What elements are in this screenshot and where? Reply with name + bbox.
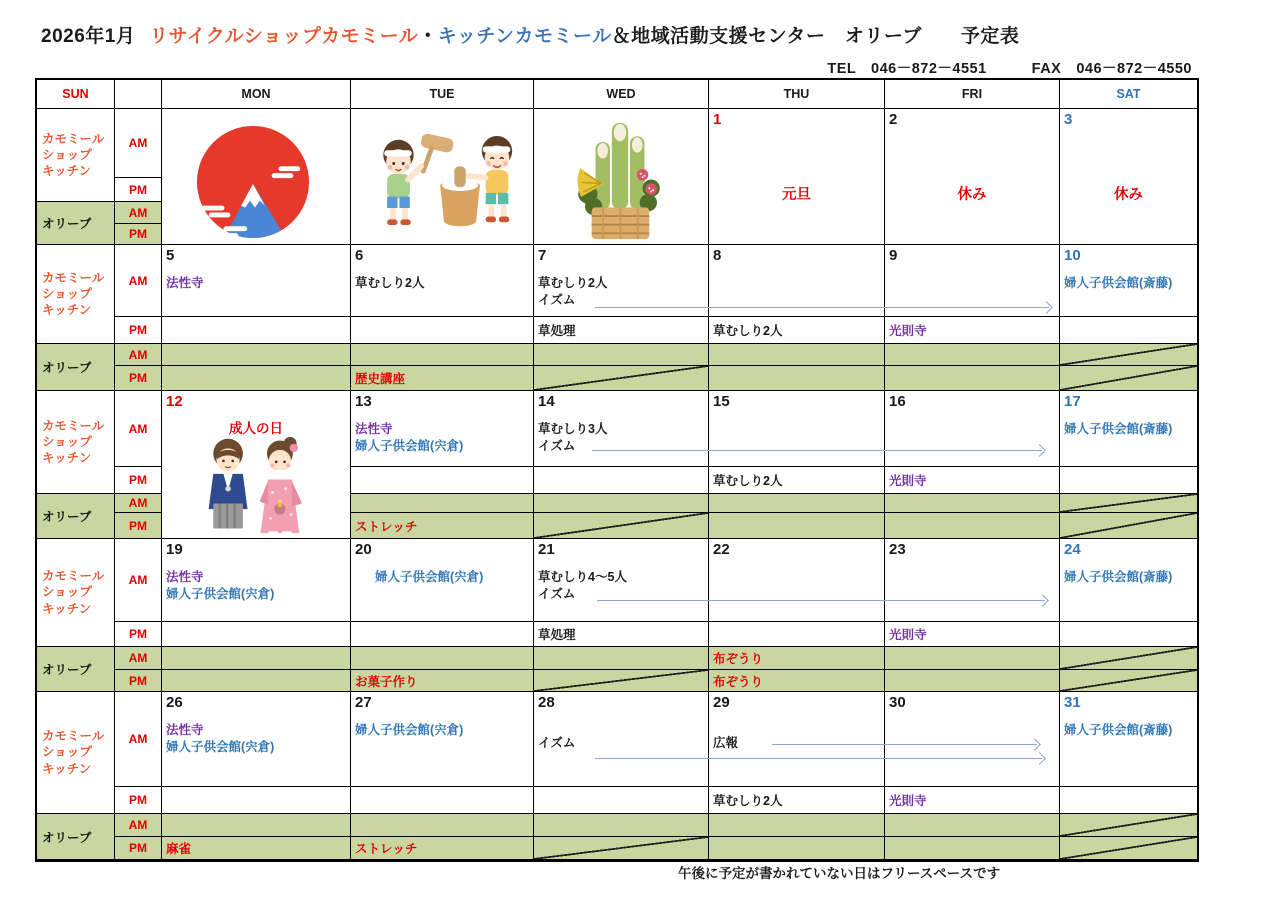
date-number: 20 — [355, 541, 372, 558]
week-row-4 — [37, 539, 1197, 692]
olive-section-label: オリーブ — [37, 647, 115, 692]
chamomile-pm-label: PM — [115, 178, 162, 202]
chamomile-section-label — [37, 109, 115, 202]
holiday-label: 休み — [1114, 187, 1143, 203]
olive-am-label: AM — [115, 494, 162, 513]
day-14-pm-cell — [534, 467, 709, 494]
day-9-olive-pm-cell — [885, 366, 1060, 391]
event-text: 草むしり2人 — [713, 794, 783, 808]
chamomile-label-line: ショップ — [42, 147, 92, 162]
day-19-olive-am-cell — [162, 647, 351, 670]
day-6-olive-pm-cell — [351, 366, 534, 391]
event-text: 広報 — [713, 735, 739, 750]
week-row-2 — [37, 245, 1197, 391]
chamomile-am-label: AM — [115, 391, 162, 467]
olive-section-label: オリーブ — [37, 494, 115, 539]
chamomile-pm-label: PM — [115, 622, 162, 647]
day-15-olive-am-cell — [709, 494, 885, 513]
chamomile-pm-label: PM — [115, 467, 162, 494]
day-16-olive-am-cell — [885, 494, 1060, 513]
day-cell-2 — [885, 109, 1060, 245]
date-number: 1 — [713, 111, 722, 128]
continuation-arrow — [595, 307, 1049, 308]
day-20-olive-pm-cell — [351, 670, 534, 692]
day-7-olive-pm-cell — [534, 366, 709, 391]
day-29-pm-cell — [709, 787, 885, 814]
day-31-am-cell — [1060, 692, 1197, 787]
event-text: 光則寺 — [889, 628, 927, 642]
day-8-pm-cell — [709, 317, 885, 344]
olive-am-label: AM — [115, 814, 162, 837]
day-cell-3 — [1060, 109, 1197, 245]
day-23-olive-am-cell — [885, 647, 1060, 670]
day-20-pm-cell — [351, 622, 534, 647]
day-header-fri: FRI — [885, 80, 1060, 109]
date-number: 22 — [713, 541, 730, 558]
day-header-thu: THU — [709, 80, 885, 109]
day-28-olive-pm-cell — [534, 837, 709, 860]
day-cell-12 — [162, 391, 351, 539]
event-text: 草処理 — [538, 324, 576, 338]
day-30-pm-cell — [885, 787, 1060, 814]
chamomile-label-line: ショップ — [42, 434, 92, 449]
event-text: 婦人子供会館(斎藤) — [1064, 421, 1173, 436]
olive-am-label: AM — [115, 202, 162, 224]
day-16-olive-pm-cell — [885, 513, 1060, 539]
event-text: 法性寺 — [166, 569, 204, 584]
day-24-olive-am-cell — [1060, 647, 1197, 670]
day-22-am-cell — [709, 539, 885, 622]
olive-event-text: ストレッチ — [355, 519, 418, 534]
chamomile-am-label: AM — [115, 245, 162, 317]
mochi-kids-illustration — [353, 125, 533, 242]
day-5-olive-am-cell — [162, 344, 351, 366]
event-text: 婦人子供会館(宍倉) — [355, 722, 464, 737]
am-events — [162, 275, 350, 292]
contact-tel-fax: TEL 046－872－4551 FAX 046－872－4550 — [827, 61, 1192, 77]
day-10-am-cell — [1060, 245, 1197, 317]
day-28-olive-am-cell — [534, 814, 709, 837]
chamomile-label-line: カモミール — [42, 569, 105, 584]
day-26-olive-am-cell — [162, 814, 351, 837]
day-22-pm-cell — [709, 622, 885, 647]
day-cell-mon — [162, 109, 351, 245]
olive-section-label: オリーブ — [37, 344, 115, 391]
event-text: 草むしり4～5人 — [538, 569, 627, 584]
title-month: 2026年1月 — [41, 26, 136, 47]
olive-section-label: オリーブ — [37, 202, 115, 245]
day-29-olive-am-cell — [709, 814, 885, 837]
day-15-am-cell — [709, 391, 885, 467]
am-events — [1060, 275, 1197, 292]
day-6-pm-cell — [351, 317, 534, 344]
day-19-am-cell — [162, 539, 351, 622]
day-5-olive-pm-cell — [162, 366, 351, 391]
olive-event-text: 布ぞうり — [713, 652, 764, 666]
olive-event-text: 歴史講座 — [355, 372, 406, 386]
title-shop-kitchen: キッチンカモミール — [437, 26, 612, 47]
event-text: イズム — [538, 292, 576, 307]
event-text: 光則寺 — [889, 474, 927, 488]
date-number: 3 — [1064, 111, 1073, 128]
event-text: 婦人子供会館(斎藤) — [1064, 722, 1173, 737]
continuation-arrow — [592, 450, 1042, 451]
day-23-am-cell — [885, 539, 1060, 622]
title-shop-recycle: リサイクルショップカモミール — [149, 26, 419, 47]
date-number: 31 — [1064, 694, 1081, 711]
title-rest: ＆地域活動支援センター オリーブ 予定表 — [611, 26, 1020, 47]
event-text: イズム — [538, 735, 576, 750]
chamomile-label-line: キッチン — [42, 601, 92, 616]
day-24-olive-pm-cell — [1060, 670, 1197, 692]
day-27-olive-am-cell — [351, 814, 534, 837]
holiday-label: 元旦 — [782, 187, 811, 203]
day-29-olive-pm-cell — [709, 837, 885, 860]
olive-event-text: お菓子作り — [355, 674, 418, 689]
day-13-olive-pm-cell — [351, 513, 534, 539]
day-19-olive-pm-cell — [162, 670, 351, 692]
continuation-arrow — [597, 600, 1045, 601]
day-13-pm-cell — [351, 467, 534, 494]
day-17-olive-am-cell — [1060, 494, 1197, 513]
calendar-header-row — [37, 80, 1197, 109]
day-21-olive-pm-cell — [534, 670, 709, 692]
chamomile-label-line: キッチン — [42, 164, 92, 179]
chamomile-section-label — [37, 245, 115, 344]
day-header-sat: SAT — [1060, 80, 1197, 109]
olive-pm-label: PM — [115, 513, 162, 539]
olive-pm-label: PM — [115, 837, 162, 860]
olive-pm-label: PM — [115, 366, 162, 391]
chamomile-label-line: キッチン — [42, 451, 92, 466]
date-number: 17 — [1064, 393, 1081, 410]
day-header-mon: MON — [162, 80, 351, 109]
day-7-olive-am-cell — [534, 344, 709, 366]
am-events — [534, 275, 708, 309]
day-31-olive-pm-cell — [1060, 837, 1197, 860]
day-26-olive-pm-cell — [162, 837, 351, 860]
olive-event-text: ストレッチ — [355, 842, 418, 856]
date-number: 8 — [713, 247, 722, 264]
day-10-pm-cell — [1060, 317, 1197, 344]
chamomile-section-label — [37, 539, 115, 647]
olive-am-label: AM — [115, 647, 162, 670]
date-number: 13 — [355, 393, 372, 410]
day-header-sun: SUN — [37, 80, 115, 109]
am-events — [1060, 569, 1197, 586]
day-23-pm-cell — [885, 622, 1060, 647]
date-number: 10 — [1064, 247, 1081, 264]
date-number: 6 — [355, 247, 364, 264]
day-24-am-cell — [1060, 539, 1197, 622]
day-14-olive-pm-cell — [534, 513, 709, 539]
day-9-pm-cell — [885, 317, 1060, 344]
day-10-olive-pm-cell — [1060, 366, 1197, 391]
sunrise-fuji-illustration — [194, 123, 312, 246]
continuation-arrow — [772, 744, 1037, 745]
continuation-arrow — [595, 758, 1042, 759]
olive-am-label: AM — [115, 344, 162, 366]
day-9-olive-am-cell — [885, 344, 1060, 366]
event-text: 草むしり2人 — [713, 474, 783, 488]
day-14-am-cell — [534, 391, 709, 467]
date-number: 28 — [538, 694, 555, 711]
date-number: 24 — [1064, 541, 1081, 558]
week-row-5 — [37, 692, 1197, 860]
date-number: 27 — [355, 694, 372, 711]
chamomile-pm-label: PM — [115, 317, 162, 344]
day-29-am-cell — [709, 692, 885, 787]
date-number: 30 — [889, 694, 906, 711]
day-6-olive-am-cell — [351, 344, 534, 366]
am-events — [351, 569, 533, 586]
day-27-am-cell — [351, 692, 534, 787]
day-17-am-cell — [1060, 391, 1197, 467]
chamomile-label-line: キッチン — [42, 761, 92, 776]
day-16-pm-cell — [885, 467, 1060, 494]
day-30-olive-am-cell — [885, 814, 1060, 837]
am-events — [1060, 722, 1197, 739]
day-13-am-cell — [351, 391, 534, 467]
date-number: 16 — [889, 393, 906, 410]
day-8-olive-am-cell — [709, 344, 885, 366]
date-number: 14 — [538, 393, 555, 410]
date-number: 12 — [166, 393, 183, 410]
day-header-wed: WED — [534, 80, 709, 109]
am-events — [534, 569, 708, 603]
chamomile-section-label — [37, 391, 115, 494]
event-text: イズム — [538, 586, 576, 601]
am-events — [351, 722, 533, 739]
chamomile-am-label: AM — [115, 109, 162, 178]
date-number: 26 — [166, 694, 183, 711]
week-row-1 — [37, 109, 1197, 245]
am-events — [162, 722, 350, 756]
date-number: 15 — [713, 393, 730, 410]
schedule-calendar — [35, 78, 1199, 862]
event-text: 法性寺 — [166, 722, 204, 737]
event-text: 婦人子供会館(宍倉) — [166, 586, 275, 601]
chamomile-label-line: カモミール — [42, 418, 105, 433]
date-number: 2 — [889, 111, 898, 128]
free-space-note: 午後に予定が書かれていない日はフリースペースです — [678, 866, 1001, 881]
day-28-pm-cell — [534, 787, 709, 814]
day-5-am-cell — [162, 245, 351, 317]
day-31-pm-cell — [1060, 787, 1197, 814]
chamomile-pm-label: PM — [115, 787, 162, 814]
day-cell-tue — [351, 109, 534, 245]
day-20-am-cell — [351, 539, 534, 622]
week-row-3 — [37, 391, 1197, 539]
day-21-olive-am-cell — [534, 647, 709, 670]
event-text: 草むしり2人 — [538, 275, 608, 290]
chamomile-label-line: ショップ — [42, 585, 92, 600]
day-31-olive-am-cell — [1060, 814, 1197, 837]
day-16-am-cell — [885, 391, 1060, 467]
event-text: 婦人子供会館(宍倉) — [166, 739, 275, 754]
event-text: 草むしり2人 — [713, 324, 783, 338]
seijin-couple-illustration — [188, 435, 320, 540]
day-8-olive-pm-cell — [709, 366, 885, 391]
chamomile-label-line: ショップ — [42, 286, 92, 301]
event-text: 婦人子供会館(斎藤) — [1064, 275, 1173, 290]
day-17-olive-pm-cell — [1060, 513, 1197, 539]
day-22-olive-am-cell — [709, 647, 885, 670]
chamomile-label-line: カモミール — [42, 270, 105, 285]
day-30-olive-pm-cell — [885, 837, 1060, 860]
olive-section-label: オリーブ — [37, 814, 115, 860]
day-14-olive-am-cell — [534, 494, 709, 513]
event-text: イズム — [538, 438, 576, 453]
event-text: 法性寺 — [355, 421, 393, 436]
am-events — [351, 275, 533, 292]
date-number: 21 — [538, 541, 555, 558]
event-text: 婦人子供会館(斎藤) — [1064, 569, 1173, 584]
day-17-pm-cell — [1060, 467, 1197, 494]
date-number: 23 — [889, 541, 906, 558]
chamomile-label-line: カモミール — [42, 729, 105, 744]
day-23-olive-pm-cell — [885, 670, 1060, 692]
olive-pm-label: PM — [115, 670, 162, 692]
am-events — [162, 569, 350, 603]
day-19-pm-cell — [162, 622, 351, 647]
olive-event-text: 布ぞうり — [713, 674, 764, 689]
chamomile-am-label: AM — [115, 539, 162, 622]
day-10-olive-am-cell — [1060, 344, 1197, 366]
day-15-olive-pm-cell — [709, 513, 885, 539]
event-text: 婦人子供会館(宍倉) — [355, 438, 464, 453]
olive-event-text: 麻雀 — [166, 842, 192, 856]
am-events — [534, 735, 708, 752]
date-number: 9 — [889, 247, 898, 264]
event-text: 草処理 — [538, 628, 576, 642]
day-13-olive-am-cell — [351, 494, 534, 513]
title-dot: ・ — [418, 26, 438, 47]
event-text: 光則寺 — [889, 324, 927, 338]
day-20-olive-am-cell — [351, 647, 534, 670]
kadomatsu-illustration — [574, 121, 666, 246]
event-text: 草むしり3人 — [538, 421, 608, 436]
chamomile-label-line: ショップ — [42, 745, 92, 760]
chamomile-label-line: カモミール — [42, 131, 105, 146]
event-text: 光則寺 — [889, 794, 927, 808]
day-cell-wed — [534, 109, 709, 245]
day-28-am-cell — [534, 692, 709, 787]
event-text: 草むしり2人 — [355, 275, 425, 290]
olive-pm-label: PM — [115, 224, 162, 245]
day-21-am-cell — [534, 539, 709, 622]
day-21-pm-cell — [534, 622, 709, 647]
event-text: 法性寺 — [166, 275, 204, 290]
day-header-tue: TUE — [351, 80, 534, 109]
chamomile-section-label — [37, 692, 115, 814]
am-events — [351, 421, 533, 455]
day-5-pm-cell — [162, 317, 351, 344]
day-cell-1 — [709, 109, 885, 245]
am-events — [1060, 421, 1197, 438]
day-6-am-cell — [351, 245, 534, 317]
day-26-pm-cell — [162, 787, 351, 814]
day-26-am-cell — [162, 692, 351, 787]
coming-of-age-day-label: 成人の日 — [229, 421, 283, 436]
header-spacer-cell — [115, 80, 162, 109]
holiday-label: 休み — [957, 187, 987, 203]
date-number: 19 — [166, 541, 183, 558]
day-24-pm-cell — [1060, 622, 1197, 647]
day-7-pm-cell — [534, 317, 709, 344]
date-number: 5 — [166, 247, 175, 264]
day-15-pm-cell — [709, 467, 885, 494]
page-title — [41, 21, 1019, 48]
date-number: 7 — [538, 247, 547, 264]
day-27-olive-pm-cell — [351, 837, 534, 860]
event-text: 婦人子供会館(宍倉) — [375, 569, 484, 584]
date-number: 29 — [713, 694, 730, 711]
day-22-olive-pm-cell — [709, 670, 885, 692]
day-27-pm-cell — [351, 787, 534, 814]
chamomile-label-line: キッチン — [42, 303, 92, 318]
chamomile-am-label: AM — [115, 692, 162, 787]
